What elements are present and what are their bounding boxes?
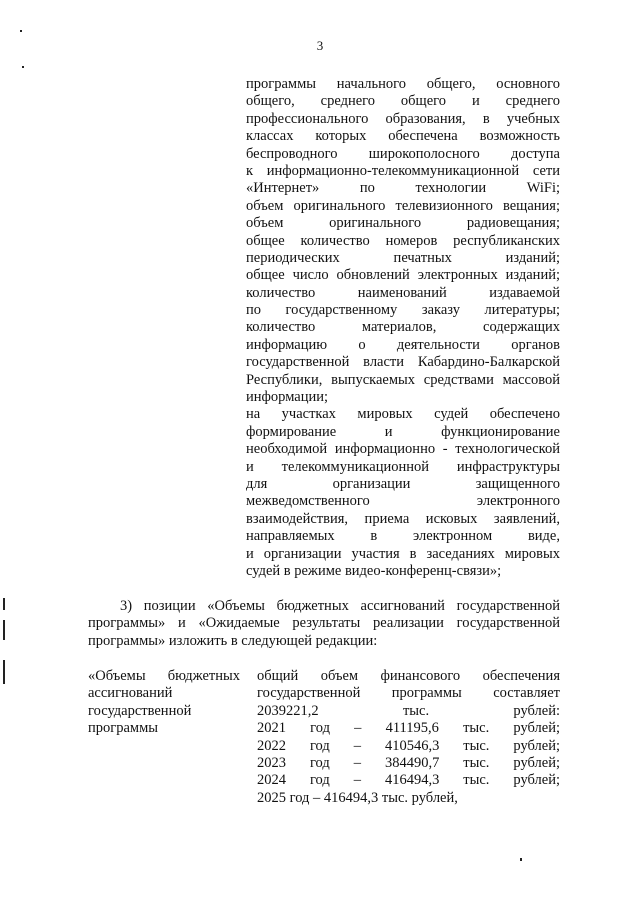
list-line: взаимодействия, приема исковых заявлений, [246, 510, 560, 527]
list-line: по государственному заказу литературы; [246, 302, 560, 319]
list-line: периодических печатных изданий; [246, 249, 560, 266]
list-line: необходимой информационно - технологической [246, 441, 560, 458]
list-line: общее число обновлений электронных изданий; [246, 267, 560, 284]
list-line: формирование и функционирование [246, 423, 560, 440]
scan-mark [22, 66, 24, 68]
list-line: направляемых в электронном виде, [246, 528, 560, 545]
list-line: межведомственного электронного [246, 493, 560, 510]
list-line: профессионального образования, в учебных [246, 110, 560, 127]
list-line: для организации защищенного [246, 475, 560, 492]
scan-edge-mark [3, 598, 5, 610]
value-line: 2022 год – 410546,3 тыс. рублей; [257, 737, 560, 754]
list-line: общее количество номеров республиканских [246, 232, 560, 249]
page-number: 3 [316, 38, 324, 53]
scan-edge-mark [3, 660, 5, 684]
label-line: ассигнований [88, 685, 173, 702]
label-line: программы [88, 720, 158, 737]
value-line: 2023 год – 384490,7 тыс. рублей; [257, 754, 560, 771]
label-line: государственной [88, 702, 192, 719]
list-line: программы начального общего, основного [246, 76, 560, 92]
list-line: количество наименований издаваемой [246, 284, 560, 301]
amendment-item-3 [88, 598, 560, 650]
value-line: 2039221,2 тыс. рублей: [257, 702, 560, 719]
list-line: судей в режиме видео-конференц-связи»; [246, 562, 502, 579]
value-line: 2024 год – 416494,3 тыс. рублей; [257, 772, 560, 789]
item3-line: программы» и «Ожидаемые результаты реализации государственной [88, 615, 560, 632]
list-line: Республики, выпускаемых средствами массовой [246, 371, 560, 388]
list-line: информации; [246, 389, 329, 406]
list-line: государственной власти Кабардино-Балкарской [246, 354, 560, 371]
continued-indicators-list [246, 76, 560, 580]
list-line: количество материалов, содержащих [246, 319, 560, 336]
list-line: «Интернет» по технологии WiFi; [246, 180, 560, 197]
list-line: общего, среднего общего и среднего [246, 93, 560, 110]
list-line: и телекоммуникационной инфраструктуры [246, 458, 560, 475]
list-line: объем оригинального телевизионного вещания; [246, 197, 560, 214]
list-line: классах которых обеспечена возможность [246, 128, 560, 145]
budget-allocations-label [88, 668, 240, 738]
value-line: государственной программы составляет [257, 685, 560, 702]
item3-line: программы» изложить в следующей редакции: [88, 632, 378, 649]
list-line: информацию о деятельности органов [246, 336, 560, 353]
value-line: 2021 год – 411195,6 тыс. рублей; [257, 720, 560, 737]
list-line: к информационно-телекоммуникационной сети [246, 162, 560, 179]
item3-line: 3) позиции «Объемы бюджетных ассигнований государственной [120, 598, 560, 614]
label-line: «Объемы бюджетных [88, 668, 240, 684]
budget-allocations-value [257, 668, 560, 807]
scan-mark [520, 858, 522, 861]
value-line: общий объем финансового обеспечения [257, 668, 560, 684]
scan-edge-mark [3, 620, 5, 640]
list-line: беспроводного широкополосного доступа [246, 145, 560, 162]
list-line: объем оригинального радиовещания; [246, 215, 560, 232]
value-line: 2025 год – 416494,3 тыс. рублей, [257, 789, 458, 806]
list-line: на участках мировых судей обеспечено [246, 406, 560, 423]
list-line: и организации участия в заседаниях мировых [246, 545, 560, 562]
scan-mark [20, 30, 22, 32]
